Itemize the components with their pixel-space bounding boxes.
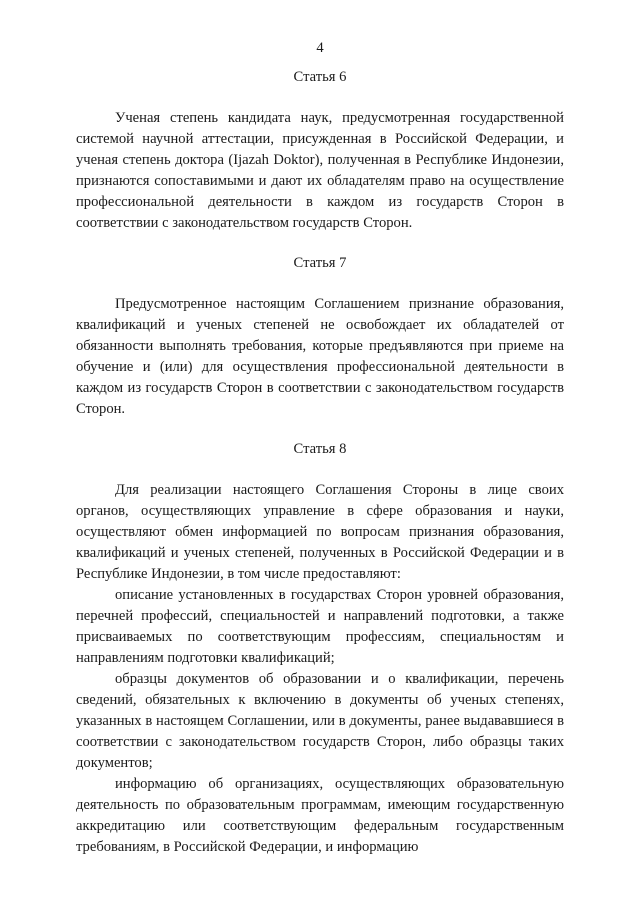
article-list-item: информацию об организациях, осуществляющих образовательную деятельность по образовательным программам, имеющим государственную аккредитацию или соответствующим федеральным государственным требованиям, в Российской Федерации, и информацию [76, 776, 564, 855]
article-6 [76, 67, 564, 234]
section-spacer [76, 234, 564, 253]
article-paragraph: Для реализации настоящего Соглашения Стороны в лице своих органов, осуществляющих управление в сфере образования и науки, осуществляют обмен информацией по вопросам признания образования, квалификаций и ученых степеней, полученных в Российской Федерации и в Республике Индонезии, в том числе предоставляют: [76, 482, 564, 582]
article-list-item: описание установленных в государствах Сторон уровней образования, перечней профессий, специальностей и направлений подготовки, а также присваиваемых по соответствующим профессиям, специальностям и направлениям подготовки квалификаций; [76, 587, 564, 666]
section-spacer [76, 420, 564, 439]
article-heading: Статья 8 [293, 441, 347, 457]
article-8 [76, 439, 564, 858]
article-7 [76, 253, 564, 420]
article-list-item: образцы документов об образовании и о квалификации, перечень сведений, обязательных к включению в документы об ученых степенях, указанных в настоящем Соглашении, или в документы, ранее выдававшиеся в соответствии с законодательством государств Сторон, либо образцы таких документов; [76, 671, 564, 771]
article-paragraph: Ученая степень кандидата наук, предусмотренная государственной системой научной аттестации, присужденная в Российской Федерации, и ученая степень доктора (Ijazah Doktor), полученная в Республике Индонезии, признаются сопоставимыми и дают их обладателям право на осуществление профессиональной деятельности в каждом из государств Сторон в соответствии с законодательством государств Сторон. [76, 110, 564, 231]
article-heading: Статья 7 [293, 255, 347, 271]
article-heading: Статья 6 [293, 69, 347, 85]
article-paragraph: Предусмотренное настоящим Соглашением признание образования, квалификаций и ученых степеней не освобождает их обладателей от обязанности выполнять требования, которые предъявляются при приеме на обучение и (или) для осуществления профессиональной деятельности в каждом из государств Сторон в соответствии с законодательством государств Сторон. [76, 296, 564, 417]
page-number: 4 [316, 40, 324, 56]
